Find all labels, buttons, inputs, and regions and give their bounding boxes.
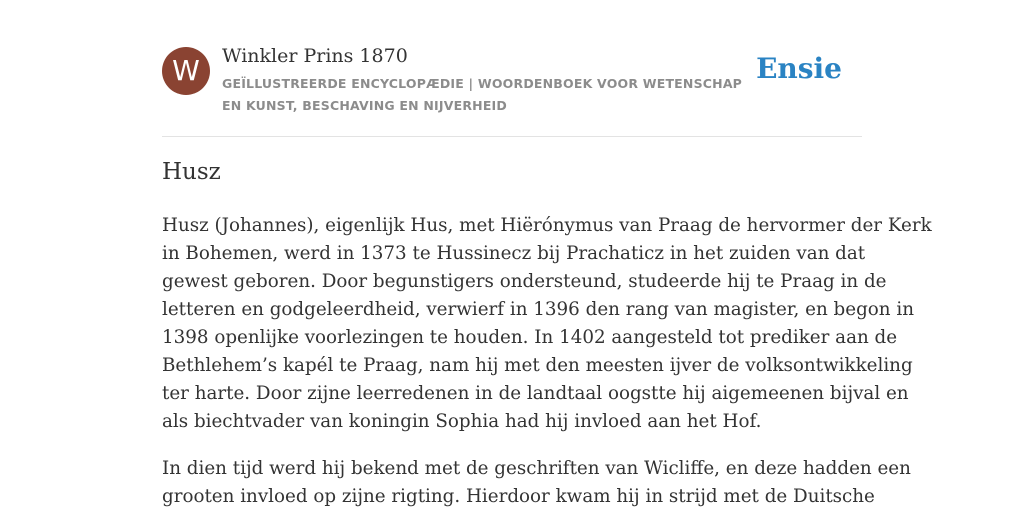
- source-title[interactable]: Winkler Prins 1870: [222, 45, 408, 67]
- source-subtitle: GEÏLLUSTREERDE ENCYCLOPÆDIE | WOORDENBOEK VOOR WETENSCHAP EN KUNST, BESCHAVING EN NIJVERHEID: [222, 76, 743, 113]
- source-avatar[interactable]: W: [162, 47, 210, 95]
- text-line: In dien tijd werd hij bekend met de geschriften van Wicliffe, en deze hadden een: [162, 458, 911, 479]
- text-line: ter harte. Door zijne leerredenen in de landtaal oogstte hij aigemeenen bijval en: [162, 383, 909, 404]
- ensie-logo[interactable]: Ensie: [756, 52, 842, 85]
- text-line: 1398 openlijke voorlezingen te houden. In 1402 aangesteld tot prediker aan de: [162, 327, 898, 348]
- source-header: [162, 43, 862, 137]
- text-line: letteren en godgeleerdheid, verwierf in 1396 den rang van magister, en begon in: [162, 299, 914, 320]
- text-line: grooten invloed op zijne rigting. Hierdoor kwam hij in strijd met de Duitsche: [162, 486, 875, 507]
- text-line: gewest geboren. Door begunstigers ondersteund, studeerde hij te Praag in de: [162, 271, 887, 292]
- text-line: Husz (Johannes), eigenlijk Hus, met Hiërónymus van Praag de hervormer der Kerk: [162, 215, 932, 236]
- article-paragraph: [162, 455, 911, 511]
- article-body: [162, 212, 932, 512]
- article-paragraph: [162, 212, 932, 436]
- text-line: in Bohemen, werd in 1373 te Hussinecz bij Prachaticz in het zuiden van dat: [162, 243, 866, 264]
- text-line: Bethlehem’s kapél te Praag, nam hij met den meesten ijver de volksontwikkeling: [162, 355, 913, 376]
- text-line: als biechtvader van koningin Sophia had hij invloed aan het Hof.: [162, 411, 762, 432]
- article-title: Husz: [162, 159, 221, 185]
